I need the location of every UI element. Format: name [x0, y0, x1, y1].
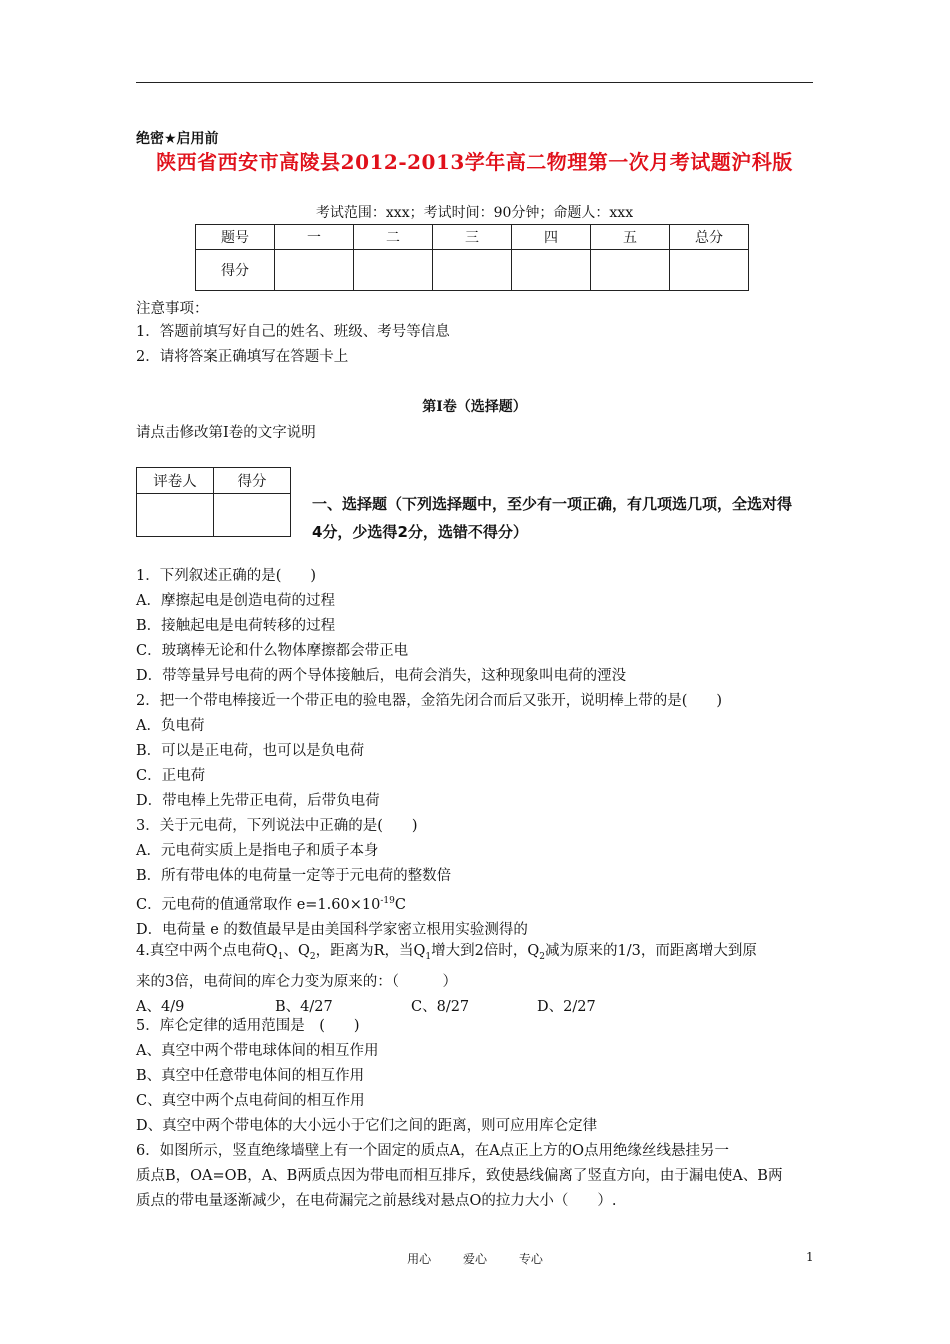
option[interactable]: C、8/27: [411, 998, 470, 1015]
score-header-cell: 二: [354, 225, 433, 250]
option[interactable]: B．接触起电是电荷转移的过程: [136, 618, 336, 634]
option[interactable]: A．元电荷实质上是指电子和质子本身: [136, 843, 379, 859]
note-item: 1．答题前填写好自己的姓名、班级、考号等信息: [136, 324, 450, 340]
option[interactable]: C、真空中两个点电荷间的相互作用: [136, 1093, 365, 1109]
grader-header: 得分: [214, 468, 291, 494]
stem-part: ，距离为R，当Q: [315, 943, 426, 959]
stem-part: 减为原来的1/3，而距离增大到原: [545, 943, 757, 959]
score-header-cell: 四: [512, 225, 591, 250]
question-2: [136, 689, 814, 814]
score-row-label: 得分: [196, 250, 275, 291]
grader-cell[interactable]: [137, 494, 214, 537]
footer-item: 用心: [407, 1252, 432, 1266]
subscript: 1: [425, 951, 432, 962]
score-cell[interactable]: [670, 250, 749, 291]
question-5: [136, 1014, 814, 1139]
question-stem-line: 6．如图所示，竖直绝缘墙壁上有一个固定的质点A，在A点正上方的O点用绝缘丝线悬挂另一: [136, 1143, 730, 1159]
question-6: [136, 1139, 814, 1214]
question-stem-line: 质点的带电量逐渐减少，在电荷漏完之前悬线对悬点O的拉力大小（ ）.: [136, 1193, 617, 1209]
footer-item: 爱心: [462, 1252, 487, 1266]
question-stem: 5．库仑定律的适用范围是 ( ): [136, 1018, 360, 1034]
part-heading-line: 4分，少选得2分，选错不得分）: [312, 523, 528, 541]
score-cell[interactable]: [512, 250, 591, 291]
subscript: 1: [277, 951, 284, 962]
option[interactable]: D、2/27: [537, 998, 596, 1015]
option[interactable]: D．带等量异号电荷的两个导体接触后，电荷会消失，这种现象叫电荷的湮没: [136, 668, 627, 684]
page-number: 1: [806, 1250, 814, 1264]
option[interactable]: C．正电荷: [136, 768, 206, 784]
score-cell[interactable]: [275, 250, 354, 291]
option[interactable]: A、4/9: [136, 998, 185, 1015]
option[interactable]: B．所有带电体的电荷量一定等于元电荷的整数倍: [136, 868, 452, 884]
option[interactable]: B、4/27: [275, 998, 333, 1015]
grader-cell[interactable]: [214, 494, 291, 537]
question-stem: [136, 939, 814, 970]
part-heading-line: 一、选择题（下列选择题中，至少有一项正确，有几项选几项，全选对得: [312, 495, 793, 513]
score-header-cell: 题号: [196, 225, 275, 250]
question-stem: 3．关于元电荷，下列说法中正确的是( ): [136, 818, 418, 834]
score-header-cell: 三: [433, 225, 512, 250]
option[interactable]: C．玻璃棒无论和什么物体摩擦都会带正电: [136, 643, 409, 659]
option[interactable]: [136, 889, 814, 918]
notes-title: 注意事项：: [136, 301, 209, 317]
exponent: -19: [380, 896, 395, 906]
score-header-cell: 一: [275, 225, 354, 250]
score-header-cell: 五: [591, 225, 670, 250]
question-stem: 1．下列叙述正确的是( ): [136, 568, 317, 584]
section-title: 第Ⅰ卷（选择题）: [422, 399, 527, 415]
stem-part: 增大到2倍时，Q: [431, 943, 540, 959]
page-title: 陕西省西安市高陵县2012-2013学年高二物理第一次月考试题沪科版: [156, 150, 793, 174]
top-rule: [136, 82, 813, 83]
option[interactable]: B．可以是正电荷，也可以是负电荷: [136, 743, 365, 759]
subscript: 2: [539, 951, 545, 962]
note-item: 2．请将答案正确填写在答题卡上: [136, 349, 349, 365]
score-table: [195, 224, 749, 291]
secret-label: 绝密★启用前: [136, 131, 219, 147]
option[interactable]: A、真空中两个带电球体间的相互作用: [136, 1043, 379, 1059]
grader-table: [136, 467, 291, 537]
option[interactable]: B、真空中任意带电体间的相互作用: [136, 1068, 365, 1084]
part-heading: [312, 490, 822, 546]
stem-part: 、Q: [283, 943, 310, 959]
option[interactable]: A．摩擦起电是创造电荷的过程: [136, 593, 335, 609]
question-1: [136, 564, 814, 689]
section-desc[interactable]: 请点击修改第Ⅰ卷的文字说明: [136, 425, 316, 441]
option-text: C．元电荷的值通常取作 e=1.60×10: [136, 896, 381, 913]
question-stem-line2: 来的3倍，电荷间的库仑力变为原来的：（ ）: [136, 973, 457, 990]
option[interactable]: D、真空中两个带电体的大小远小于它们之间的距离，则可应用库仑定律: [136, 1118, 598, 1134]
score-header-cell: 总分: [670, 225, 749, 250]
option[interactable]: D．带电棒上先带正电荷，后带负电荷: [136, 793, 380, 809]
exam-meta: 考试范围：xxx；考试时间：90分钟；命题人：xxx: [315, 205, 634, 221]
grader-header: 评卷人: [137, 468, 214, 494]
stem-part: 4.真空中两个点电荷Q: [136, 943, 278, 959]
question-4: [136, 939, 814, 1020]
question-stem-line: 质点B，OA=OB，A、B两质点因为带电而相互排斥，致使悬线偏离了竖直方向，由于漏电使A、B两: [136, 1168, 783, 1184]
subscript: 2: [309, 951, 316, 962]
score-cell[interactable]: [354, 250, 433, 291]
question-stem: 2．把一个带电棒接近一个带正电的验电器，金箔先闭合而后又张开，说明棒上带的是( ): [136, 693, 723, 709]
score-cell[interactable]: [591, 250, 670, 291]
option[interactable]: A．负电荷: [136, 718, 205, 734]
score-cell[interactable]: [433, 250, 512, 291]
footer-item: 专心: [518, 1252, 543, 1266]
unit: C: [394, 896, 406, 913]
question-3: [136, 814, 814, 943]
option[interactable]: D．电荷量 e 的数值最早是由美国科学家密立根用实验测得的: [136, 921, 528, 938]
